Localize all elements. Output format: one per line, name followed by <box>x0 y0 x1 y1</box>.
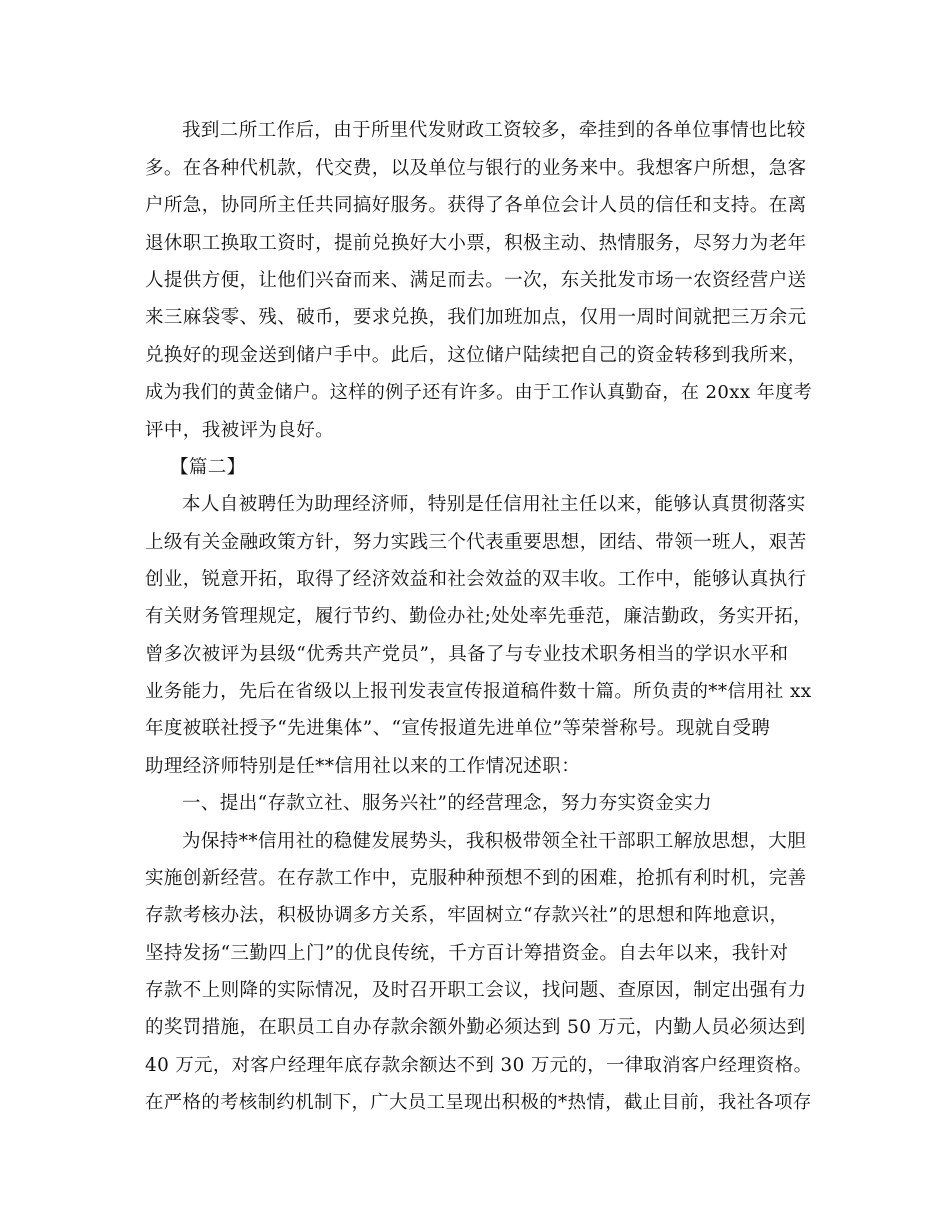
section-heading: 【篇二】 <box>170 457 246 478</box>
paragraph-line: 上级有关金融政策方针，努力实践三个代表重要思想，团结、带领一班人，艰苦 <box>145 532 807 553</box>
paragraph-line: 兑换好的现金送到储户手中。此后，这位储户陆续把自己的资金转移到我所来， <box>145 345 807 366</box>
paragraph-line: 业务能力，先后在省级以上报刊发表宣传报道稿件数十篇。所负责的**信用社 xx <box>145 681 812 702</box>
paragraph-line: 助理经济师特别是任**信用社以来的工作情况述职： <box>145 756 581 777</box>
paragraph-line: 曾多次被评为县级“优秀共产党员”，具备了与专业技术职务相当的学识水平和 <box>145 644 789 665</box>
subsection-heading: 一、提出“存款立社、服务兴社”的经营理念，努力夯实资金实力 <box>182 793 713 814</box>
paragraph-line: 人提供方便，让他们兴奋而来、满足而去。一次，东关批发市场一农资经营户送 <box>145 270 807 291</box>
paragraph-line: 户所急，协同所主任共同搞好服务。获得了各单位会计人员的信任和支持。在离 <box>145 195 807 216</box>
paragraph-line: 实施创新经营。在存款工作中，克服种种预想不到的困难，抢抓有利时机，完善 <box>145 868 807 889</box>
paragraph-line: 坚持发扬“三勤四上门”的优良传统，千方百计筹措资金。自去年以来，我针对 <box>145 943 789 964</box>
paragraph-line: 为保持**信用社的稳健发展势头，我积极带领全社干部职工解放思想，大胆 <box>182 831 807 852</box>
paragraph-line: 年度被联社授予“先进集体”、“宣传报道先进单位”等荣誉称号。现就自受聘 <box>145 718 771 739</box>
paragraph-line: 在严格的考核制约机制下，广大员工呈现出积极的*热情，截止目前，我社各项存 <box>145 1092 812 1113</box>
paragraph-line: 我到二所工作后，由于所里代发财政工资较多，牵挂到的各单位事情也比较 <box>182 120 806 141</box>
paragraph-line: 40 万元，对客户经理年底存款余额达不到 30 万元的，一律取消客户经理资格。 <box>145 1055 813 1076</box>
paragraph-line: 成为我们的黄金储户。这样的例子还有许多。由于工作认真勤奋，在 20xx 年度考 <box>145 382 813 403</box>
paragraph-line: 评中，我被评为良好。 <box>145 420 335 441</box>
paragraph-line: 退休职工换取工资时，提前兑换好大小票，积极主动、热情服务，尽努力为老年 <box>145 233 807 254</box>
paragraph-line: 有关财务管理规定，履行节约、勤俭办社;处处率先垂范，廉洁勤政，务实开拓， <box>145 606 813 627</box>
paragraph-line: 存款考核办法，积极协调多方关系，牢固树立“存款兴社”的思想和阵地意识， <box>145 905 789 926</box>
paragraph-line: 多。在各种代机款，代交费，以及单位与银行的业务来中。我想客户所想，急客 <box>145 158 807 179</box>
paragraph-line: 本人自被聘任为助理经济师，特别是任信用社主任以来，能够认真贯彻落实 <box>182 494 806 515</box>
paragraph-line: 的奖罚措施，在职员工自办存款余额外勤必须达到 50 万元，内勤人员必须达到 <box>145 1017 806 1038</box>
paragraph-line: 存款不上则降的实际情况，及时召开职工会议，找问题、查原因，制定出强有力 <box>145 980 807 1001</box>
paragraph-line: 创业，锐意开拓，取得了经济效益和社会效益的双丰收。工作中，能够认真执行 <box>145 569 807 590</box>
paragraph-line: 来三麻袋零、残、破币，要求兑换，我们加班加点，仅用一周时间就把三万余元 <box>145 307 807 328</box>
